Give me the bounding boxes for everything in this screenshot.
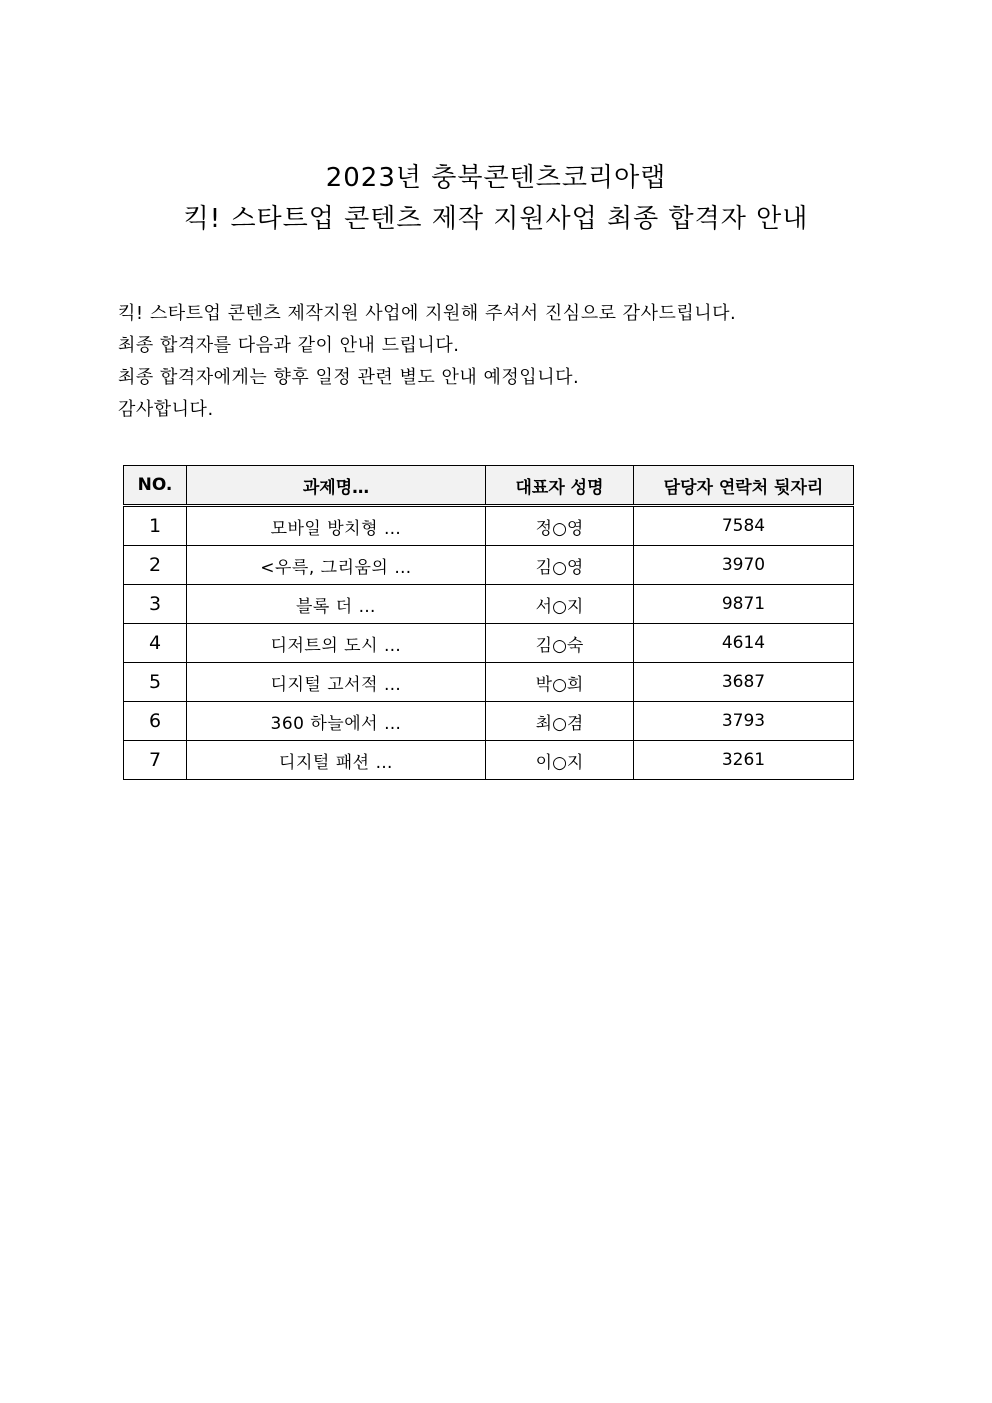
cell-contact: 3261 (634, 741, 854, 780)
cell-representative: 이○지 (486, 741, 634, 780)
cell-representative: 박○희 (486, 663, 634, 702)
cell-contact: 3793 (634, 702, 854, 741)
intro-line: 킥! 스타트업 콘텐츠 제작지원 사업에 지원해 주셔서 진심으로 감사드립니다. (118, 303, 737, 324)
cell-project: 디지털 고서적 … (187, 663, 486, 702)
cell-no: 1 (124, 506, 187, 546)
cell-no: 2 (124, 546, 187, 585)
cell-project: 360 하늘에서 … (187, 702, 486, 741)
cell-project: 블록 더 … (187, 585, 486, 624)
cell-project: 모바일 방치형 … (187, 506, 486, 546)
cell-contact: 9871 (634, 585, 854, 624)
cell-no: 7 (124, 741, 187, 780)
table-row (124, 702, 854, 741)
cell-representative: 서○지 (486, 585, 634, 624)
cell-no: 3 (124, 585, 187, 624)
header-contact: 담당자 연락처 뒷자리 (634, 466, 854, 506)
table-row (124, 663, 854, 702)
table-row (124, 624, 854, 663)
intro-line: 최종 합격자를 다음과 같이 안내 드립니다. (118, 335, 460, 356)
cell-contact: 3687 (634, 663, 854, 702)
header-representative: 대표자 성명 (486, 466, 634, 506)
cell-project: 디지털 패션 … (187, 741, 486, 780)
cell-project: 디저트의 도시 … (187, 624, 486, 663)
cell-representative: 김○영 (486, 546, 634, 585)
document-title (0, 158, 992, 240)
table-row (124, 585, 854, 624)
table-header-row (124, 466, 854, 506)
table-row (124, 741, 854, 780)
cell-no: 6 (124, 702, 187, 741)
cell-representative: 김○숙 (486, 624, 634, 663)
cell-no: 4 (124, 624, 187, 663)
cell-representative: 정○영 (486, 506, 634, 546)
cell-contact: 7584 (634, 506, 854, 546)
cell-no: 5 (124, 663, 187, 702)
title-line-1: 2023년 충북콘텐츠코리아랩 (325, 163, 667, 193)
cell-project: <우륵, 그리움의 … (187, 546, 486, 585)
cell-representative: 최○겸 (486, 702, 634, 741)
intro-line: 감사합니다. (118, 399, 214, 420)
title-line-2: 킥! 스타트업 콘텐츠 제작 지원사업 최종 합격자 안내 (183, 204, 809, 234)
results-table (123, 465, 854, 780)
header-project: 과제명… (187, 466, 486, 506)
header-no: NO. (124, 466, 187, 506)
table-row (124, 546, 854, 585)
cell-contact: 3970 (634, 546, 854, 585)
intro-line: 최종 합격자에게는 향후 일정 관련 별도 안내 예정입니다. (118, 367, 580, 388)
cell-contact: 4614 (634, 624, 854, 663)
table-row (124, 506, 854, 546)
intro-paragraph (118, 298, 878, 426)
